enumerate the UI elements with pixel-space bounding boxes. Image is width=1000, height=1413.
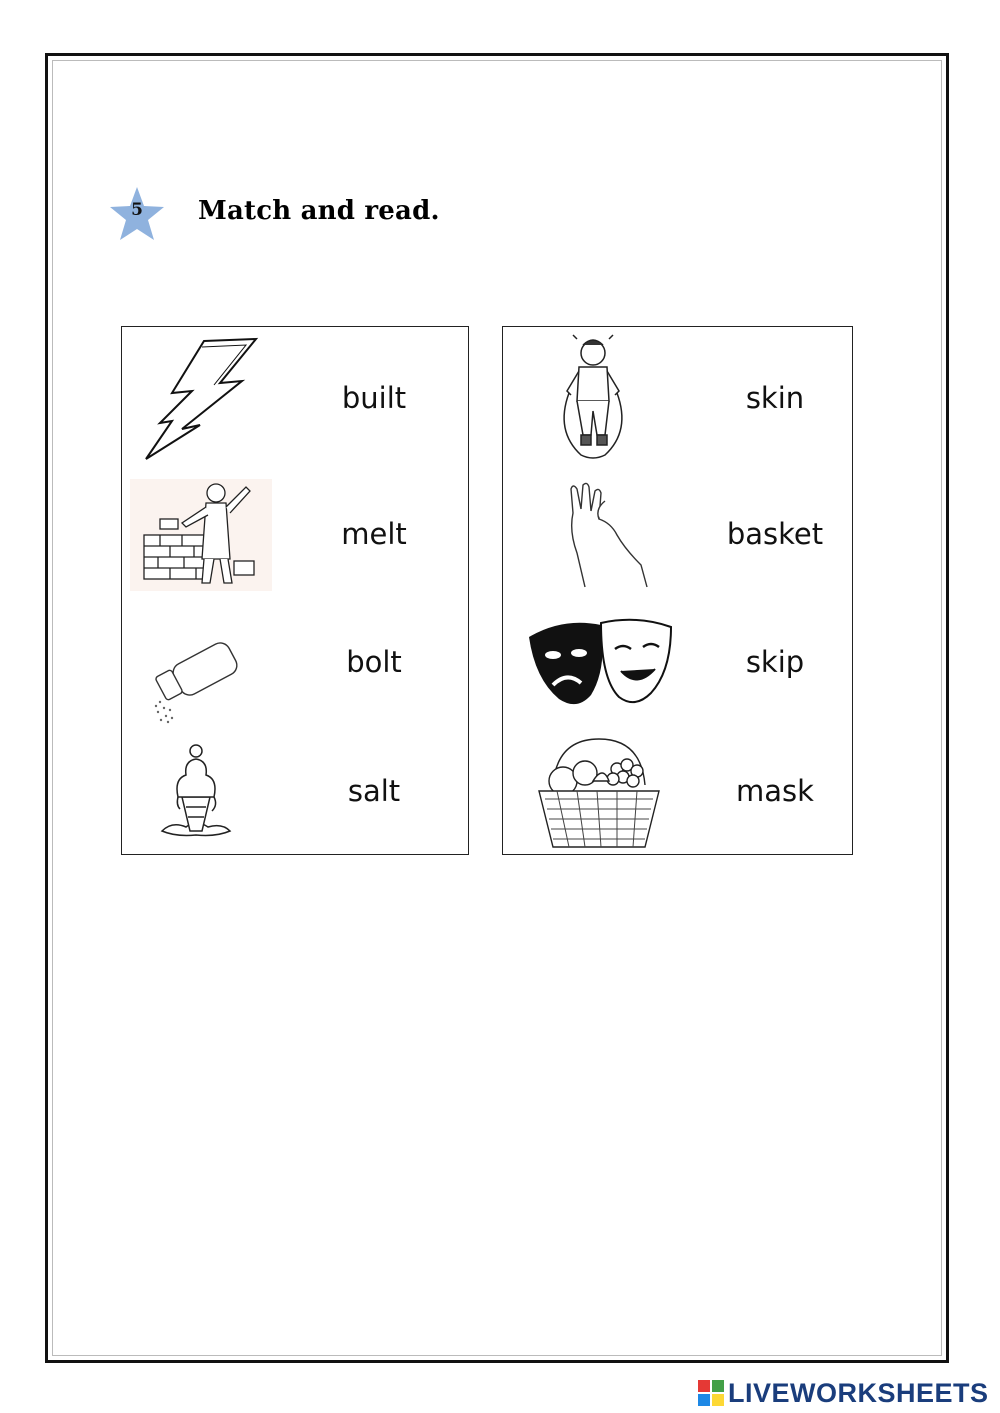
word-skip: skip <box>745 645 805 679</box>
fruit-basket-icon <box>533 735 665 853</box>
liveworksheets-brand <box>698 1378 989 1408</box>
word-melt: melt <box>341 517 407 551</box>
word-skin: skin <box>745 381 805 415</box>
ice-cream-icon <box>156 739 236 839</box>
bricklayer-icon <box>130 479 272 591</box>
exercise-title: Match and read. <box>198 196 440 226</box>
lightning-bolt-icon <box>142 337 262 461</box>
hand-icon <box>555 479 651 591</box>
brand-name: LIVEWORKSHEETS <box>728 1377 989 1408</box>
skipping-boy-icon <box>553 331 633 465</box>
right-match-box <box>502 326 853 855</box>
word-bolt: bolt <box>346 645 402 679</box>
salt-shaker-icon <box>150 632 246 724</box>
left-match-box <box>121 326 469 855</box>
word-built: built <box>341 381 407 415</box>
exercise-number: 5 <box>131 200 143 220</box>
liveworksheets-logo-icon <box>698 1380 724 1406</box>
theatre-masks-icon <box>527 613 675 713</box>
word-mask: mask <box>736 774 814 808</box>
word-basket: basket <box>726 517 824 551</box>
word-salt: salt <box>347 774 401 808</box>
